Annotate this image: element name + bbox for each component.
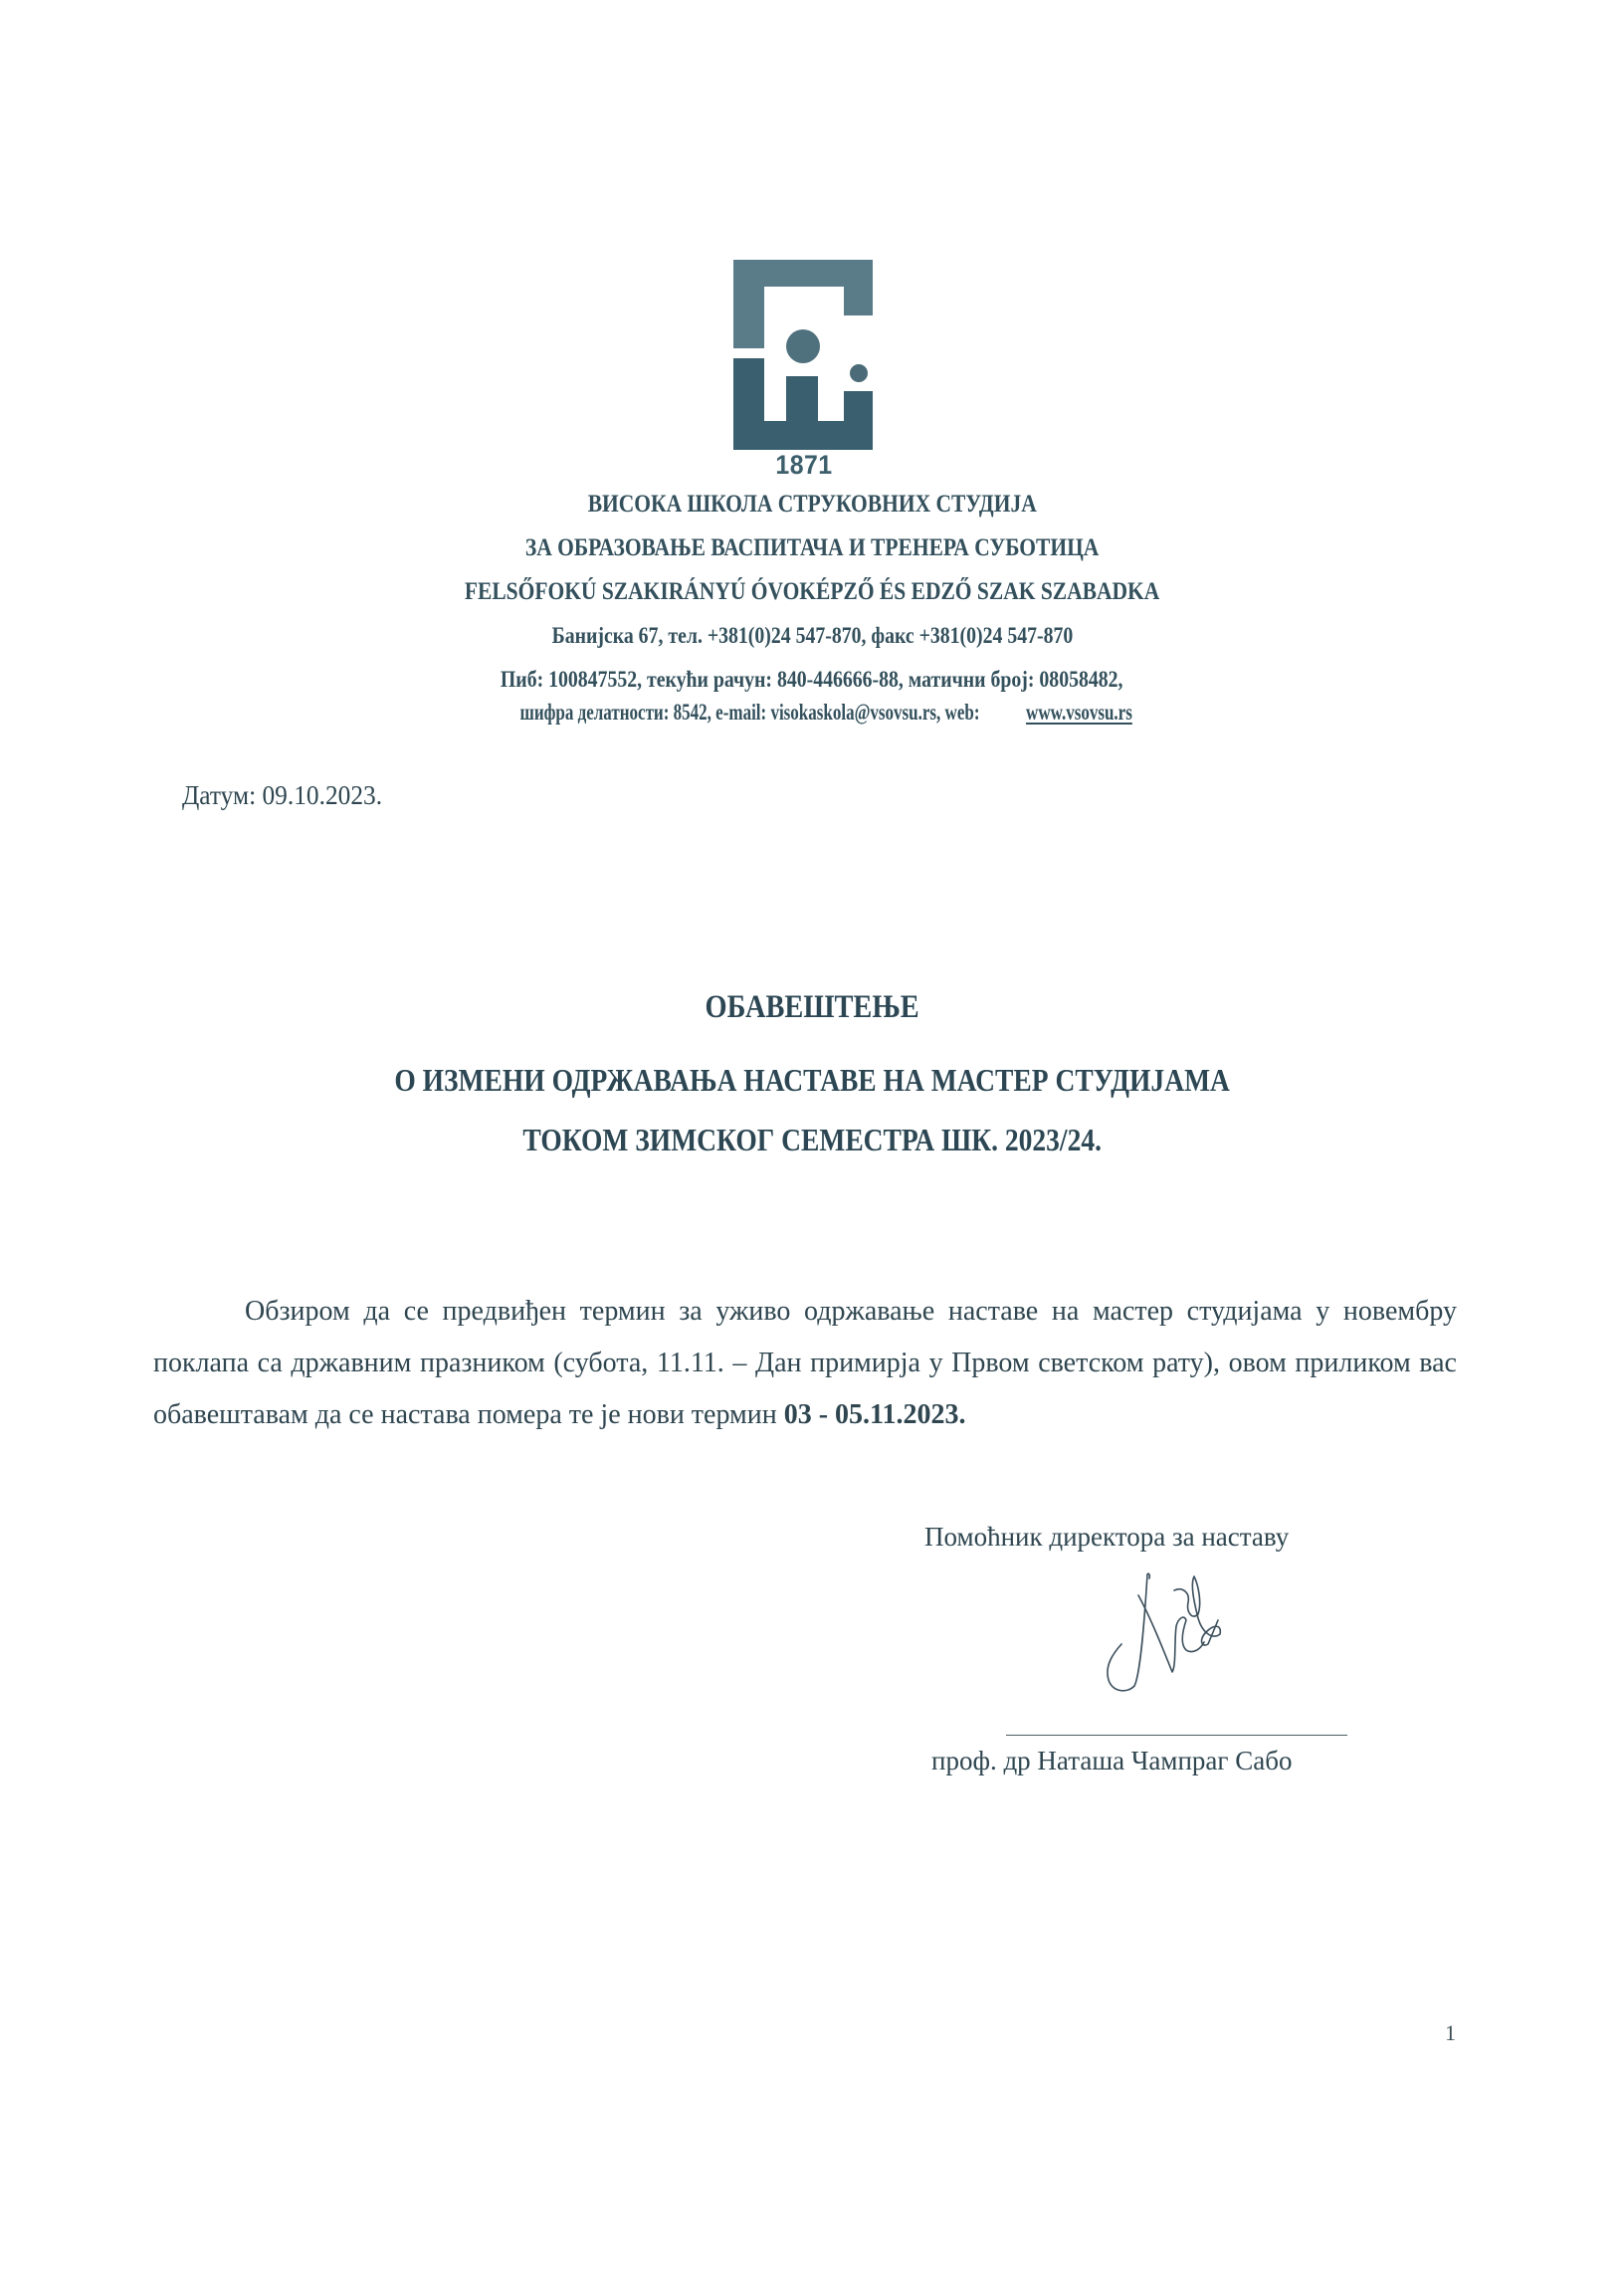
institution-name-text: ЗА ОБРАЗОВАЊЕ ВАСПИТАЧА И ТРЕНЕРА СУБОТИЦА — [524, 534, 1100, 561]
institution-name-text: FELSŐFOKÚ SZAKIRÁNYÚ ÓVOKÉPZŐ ÉS EDZŐ SZAK SZABADKA — [464, 578, 1160, 605]
date-text: Датум: 09.10.2023. — [182, 780, 383, 810]
institution-logo-icon — [733, 260, 873, 450]
new-dates: 03 - 05.11.2023. — [783, 1399, 966, 1430]
document-subtitle-1 — [0, 1062, 1624, 1099]
logo-small-dot — [850, 364, 868, 382]
handwritten-signature-icon — [1095, 1563, 1244, 1712]
document-date — [182, 780, 395, 811]
institution-name-line-1 — [0, 491, 1624, 519]
institution-name-line-2 — [0, 534, 1624, 562]
institution-name-hungarian — [0, 578, 1624, 606]
document-title — [0, 989, 1624, 1026]
founded-year: 1871 — [775, 450, 833, 480]
address-text: Банијска 67, тел. +381(0)24 547-870, факс +381(0)24 547-870 — [551, 623, 1073, 648]
signature-line — [1006, 1735, 1347, 1736]
signature-stroke — [1108, 1573, 1149, 1691]
subtitle-text: О ИЗМЕНИ ОДРЖАВАЊА НАСТАВЕ НА МАСТЕР СТУДИЈАМА — [394, 1062, 1230, 1098]
logo-large-dot — [786, 329, 820, 363]
signature-stroke — [1174, 1576, 1220, 1645]
contact-text: шифра делатности: 8542, e-mail: visokaskola@vsovsu.rs, web: — [519, 700, 980, 725]
body-text: Обзиром да се предвиђен термин за уживо одржавање наставе на мастер студијама у новембру поклапа са државним празником (субота, 11.11. – Дан примирја у Првом светском рату), овом приликом вас обавештавам да се настава помера те је нови термин — [153, 1296, 1457, 1430]
registry-line — [0, 667, 1624, 693]
subtitle-text: ТОКОМ ЗИМСКОГ СЕМЕСТРА ШК. 2023/24. — [522, 1122, 1102, 1157]
signature-stroke — [1138, 1595, 1204, 1672]
page-number: 1 — [1445, 2020, 1456, 2045]
title-text: ОБАВЕШТЕЊЕ — [705, 989, 919, 1025]
signatory-name: проф. др Наташа Чампраг Сабо — [931, 1746, 1293, 1775]
signatory-role: Помоћник директора за наставу — [924, 1522, 1290, 1552]
website-link[interactable]: www.vsovsu.rs — [1026, 700, 1133, 725]
document-subtitle-2 — [0, 1122, 1624, 1158]
body-paragraph — [153, 1286, 1457, 1441]
address-line — [0, 623, 1624, 649]
registry-text: Пиб: 100847552, текући рачун: 840-446666-88, матични број: 08058482, — [501, 667, 1123, 692]
contact-line — [0, 700, 1624, 726]
institution-name-text: ВИСОКА ШКОЛА СТРУКОВНИХ СТУДИЈА — [587, 491, 1037, 518]
